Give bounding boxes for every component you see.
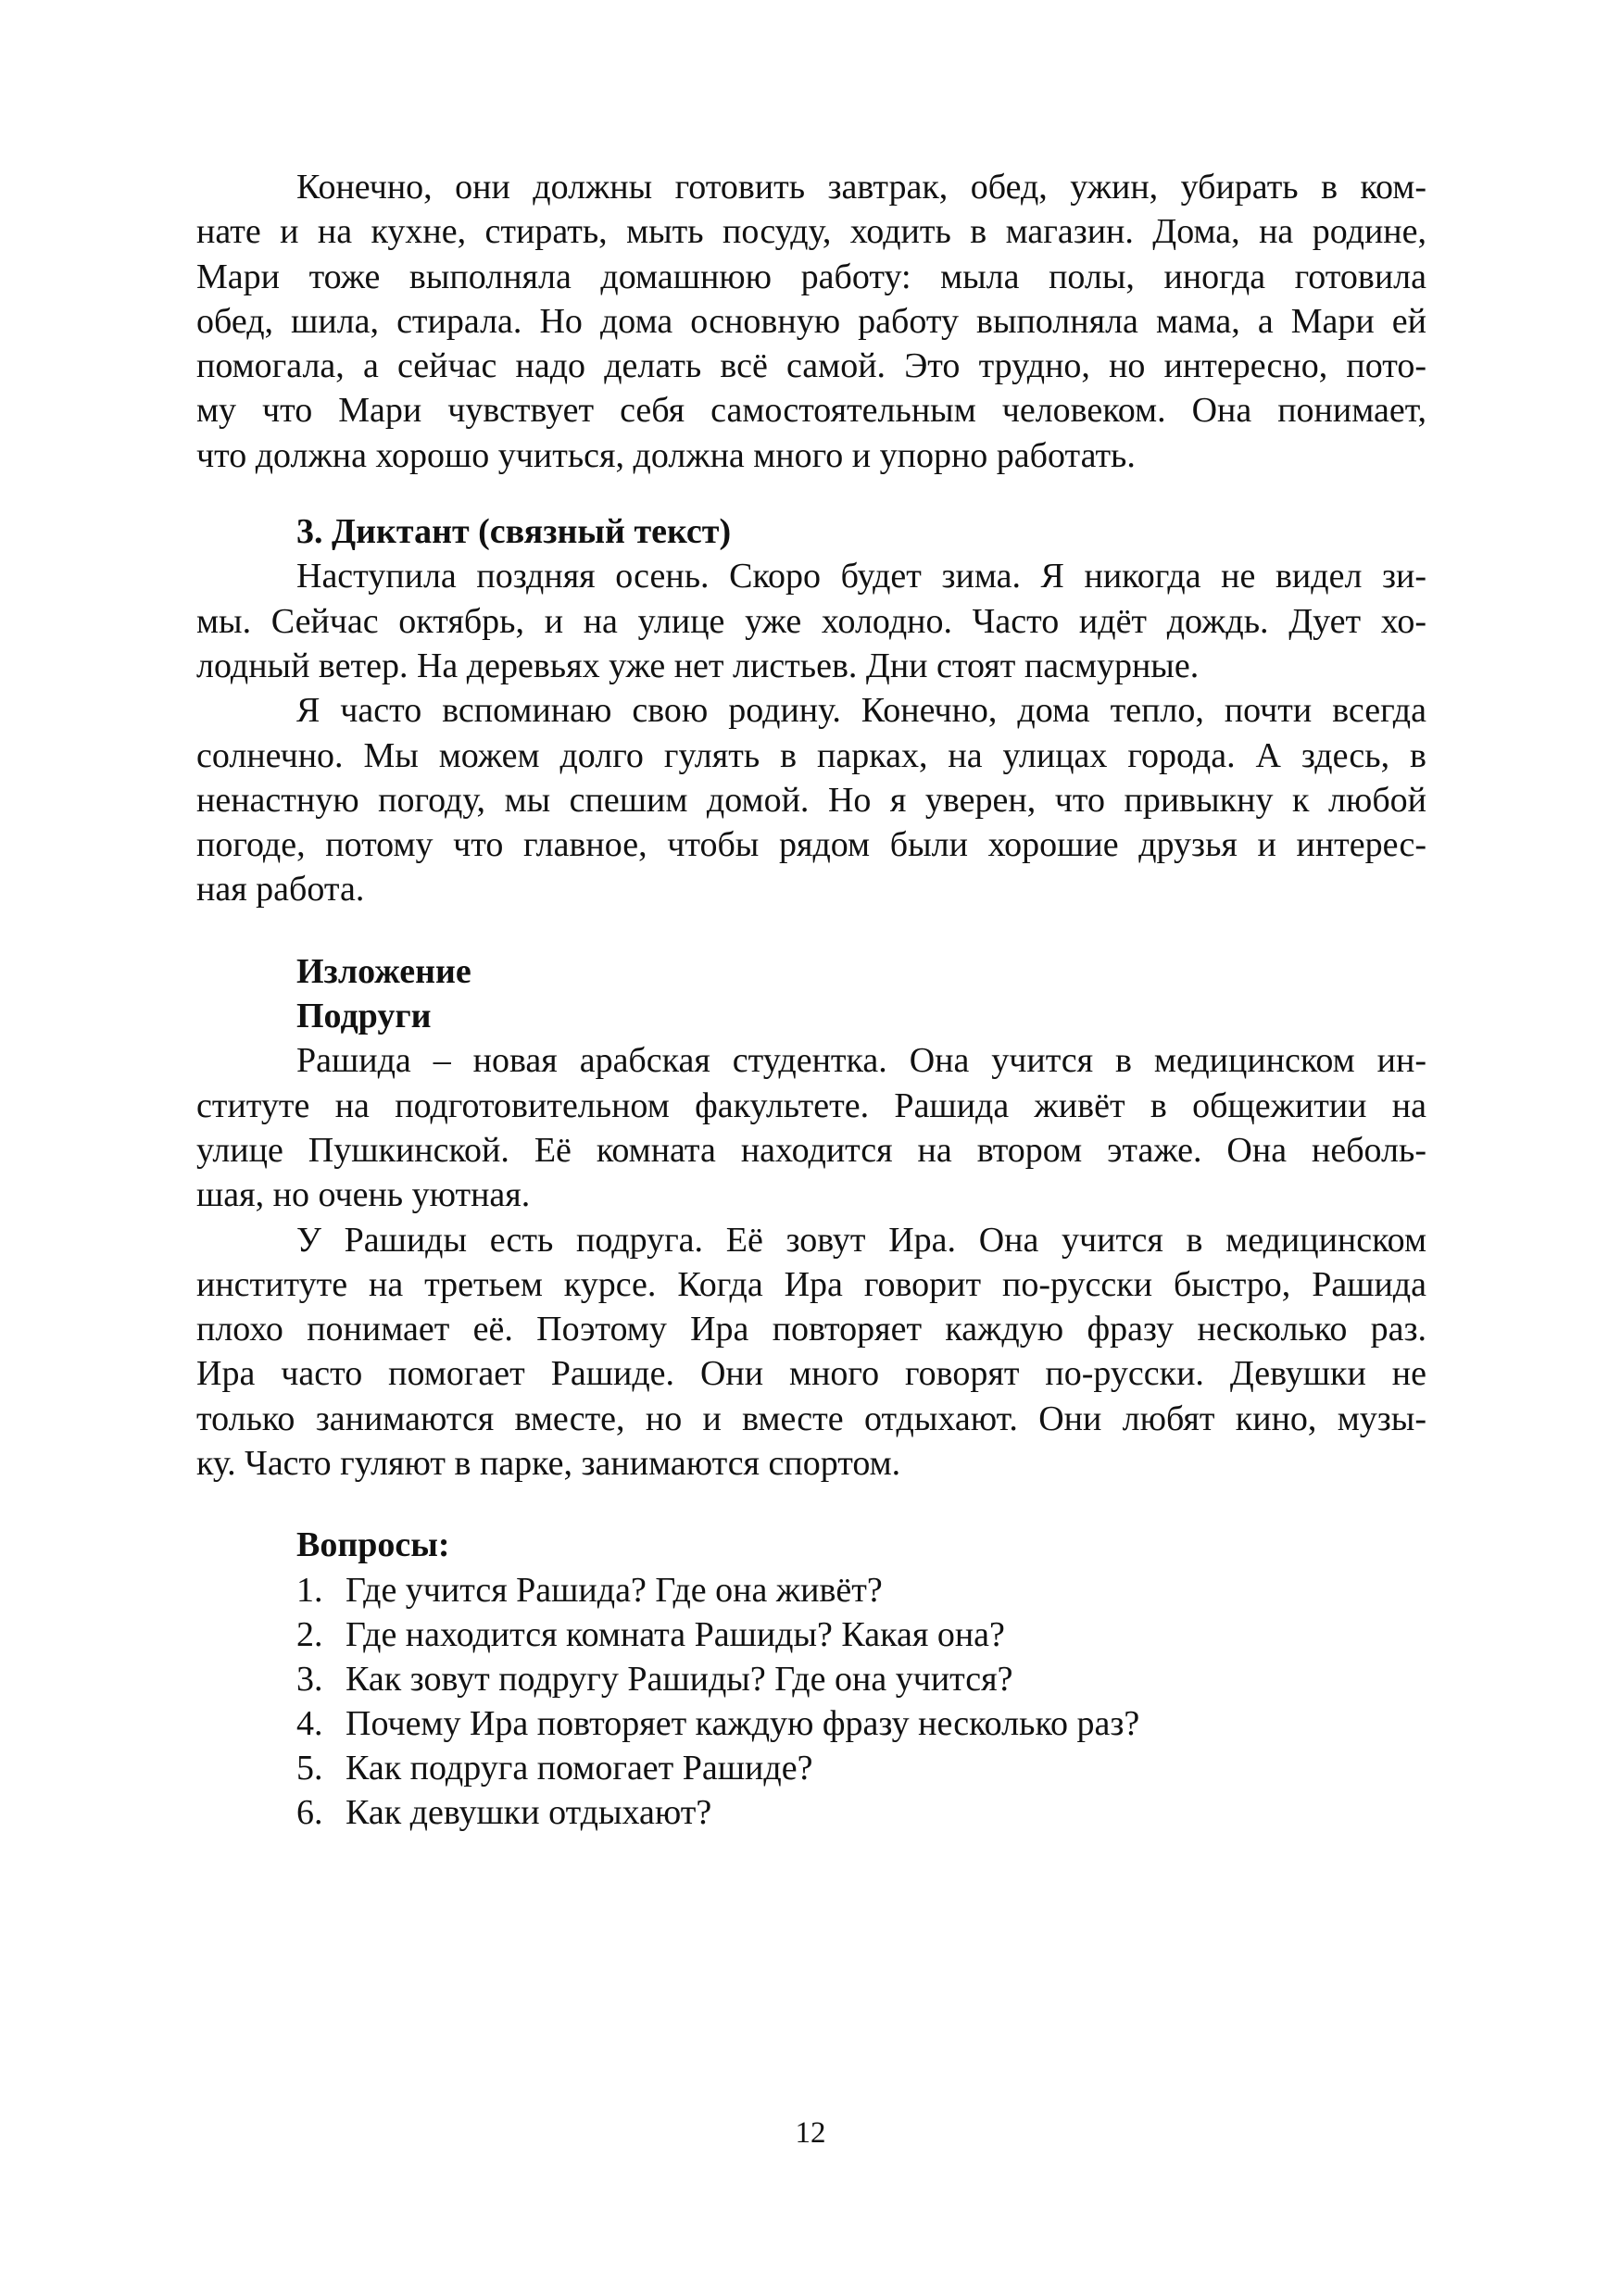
text-line: Наступила поздняя осень. Скоро будет зима. Я никогда не видел зи- bbox=[296, 557, 1426, 596]
text-line: Я часто вспоминаю свою родину. Конечно, дома тепло, почти всегда bbox=[296, 691, 1426, 731]
text-line: ная работа. bbox=[196, 870, 365, 910]
question-number: 3. bbox=[296, 1659, 323, 1699]
question-item bbox=[196, 1790, 1426, 1835]
text-line: что должна хорошо учиться, должна много и упорно работать. bbox=[196, 435, 1136, 475]
question-item bbox=[196, 1657, 1426, 1701]
presentation-heading: Изложение bbox=[296, 951, 471, 991]
text-line: Рашида – новая арабская студентка. Она учится в медицинском ин- bbox=[296, 1041, 1426, 1081]
story-paragraph-rashida bbox=[196, 1038, 1426, 1217]
question-number: 4. bbox=[296, 1703, 323, 1743]
page-content bbox=[196, 165, 1426, 1835]
question-text: Как зовут подругу Рашиды? Где она учится? bbox=[346, 1659, 1013, 1699]
story-title: Подруги bbox=[296, 997, 432, 1036]
question-text: Как девушки отдыхают? bbox=[346, 1792, 712, 1832]
question-item bbox=[196, 1701, 1426, 1746]
text-line: Конечно, они должны готовить завтрак, обед, ужин, убирать в ком- bbox=[296, 168, 1426, 207]
question-text: Почему Ира повторяет каждую фразу несколько раз? bbox=[346, 1703, 1140, 1743]
text-line: плохо понимает её. Поэтому Ира повторяет каждую фразу несколько раз. bbox=[196, 1310, 1426, 1349]
text-line: лодный ветер. На деревьях уже нет листьев. Дни стоят пасмурные. bbox=[196, 646, 1200, 685]
text-line: нате и на кухне, стирать, мыть посуду, ходить в магазин. Дома, на родине, bbox=[196, 212, 1426, 252]
questions-heading: Вопросы: bbox=[296, 1525, 450, 1565]
dictation-section bbox=[196, 509, 1426, 912]
presentation-section bbox=[196, 949, 1426, 1487]
text-line: Мари тоже выполняла домашнюю работу: мыла полы, иногда готовила bbox=[196, 257, 1426, 296]
questions-section bbox=[196, 1523, 1426, 1834]
text-line: обед, шила, стирала. Но дома основную работу выполняла мама, а Мари ей bbox=[196, 301, 1426, 341]
text-line: институте на третьем курсе. Когда Ира говорит по-русски быстро, Рашида bbox=[196, 1264, 1426, 1304]
question-number: 1. bbox=[296, 1570, 323, 1610]
question-text: Где учится Рашида? Где она живёт? bbox=[346, 1570, 883, 1610]
text-line: му что Мари чувствует себя самостоятельным человеком. Она понимает, bbox=[196, 391, 1426, 431]
question-number: 2. bbox=[296, 1614, 323, 1654]
story-paragraph-friend bbox=[196, 1218, 1426, 1487]
question-number: 6. bbox=[296, 1792, 323, 1832]
text-line: ку. Часто гуляют в парке, занимаются спортом. bbox=[196, 1444, 901, 1484]
text-line: мы. Сейчас октябрь, и на улице уже холодно. Часто идёт дождь. Дует хо- bbox=[196, 601, 1426, 641]
text-line: ституте на подготовительном факультете. Рашида живёт в общежитии на bbox=[196, 1085, 1426, 1125]
text-line: помогала, а сейчас надо делать всё самой. Это трудно, но интересно, пото- bbox=[196, 346, 1426, 386]
text-line: солнечно. Мы можем долго гулять в парках, на улицах города. А здесь, в bbox=[196, 735, 1426, 775]
question-item bbox=[196, 1568, 1426, 1612]
paragraph-housework bbox=[196, 165, 1426, 478]
text-line: только занимаются вместе, но и вместе отдыхают. Они любят кино, музы- bbox=[196, 1399, 1426, 1438]
text-line: шая, но очень уютная. bbox=[196, 1175, 531, 1215]
question-number: 5. bbox=[296, 1748, 323, 1788]
questions-list bbox=[196, 1568, 1426, 1835]
text-line: улице Пушкинской. Её комната находится на втором этаже. Она неболь- bbox=[196, 1130, 1426, 1170]
page-number: 12 bbox=[795, 2116, 826, 2150]
text-line: Ира часто помогает Рашиде. Они много говорят по-русски. Девушки не bbox=[196, 1354, 1426, 1394]
question-text: Как подруга помогает Рашиде? bbox=[346, 1748, 813, 1788]
dictation-paragraph-autumn bbox=[196, 554, 1426, 688]
question-item bbox=[196, 1612, 1426, 1657]
dictation-paragraph-homeland bbox=[196, 688, 1426, 911]
text-line: У Рашиды есть подруга. Её зовут Ира. Она учится в медицинском bbox=[296, 1220, 1426, 1260]
question-text: Где находится комната Рашиды? Какая она? bbox=[346, 1614, 1005, 1654]
text-line: погоде, потому что главное, чтобы рядом были хорошие друзья и интерес- bbox=[196, 825, 1426, 865]
dictation-heading: 3. Диктант (связный текст) bbox=[296, 512, 732, 552]
question-item bbox=[196, 1746, 1426, 1790]
text-line: ненастную погоду, мы спешим домой. Но я уверен, что привыкну к любой bbox=[196, 780, 1426, 820]
